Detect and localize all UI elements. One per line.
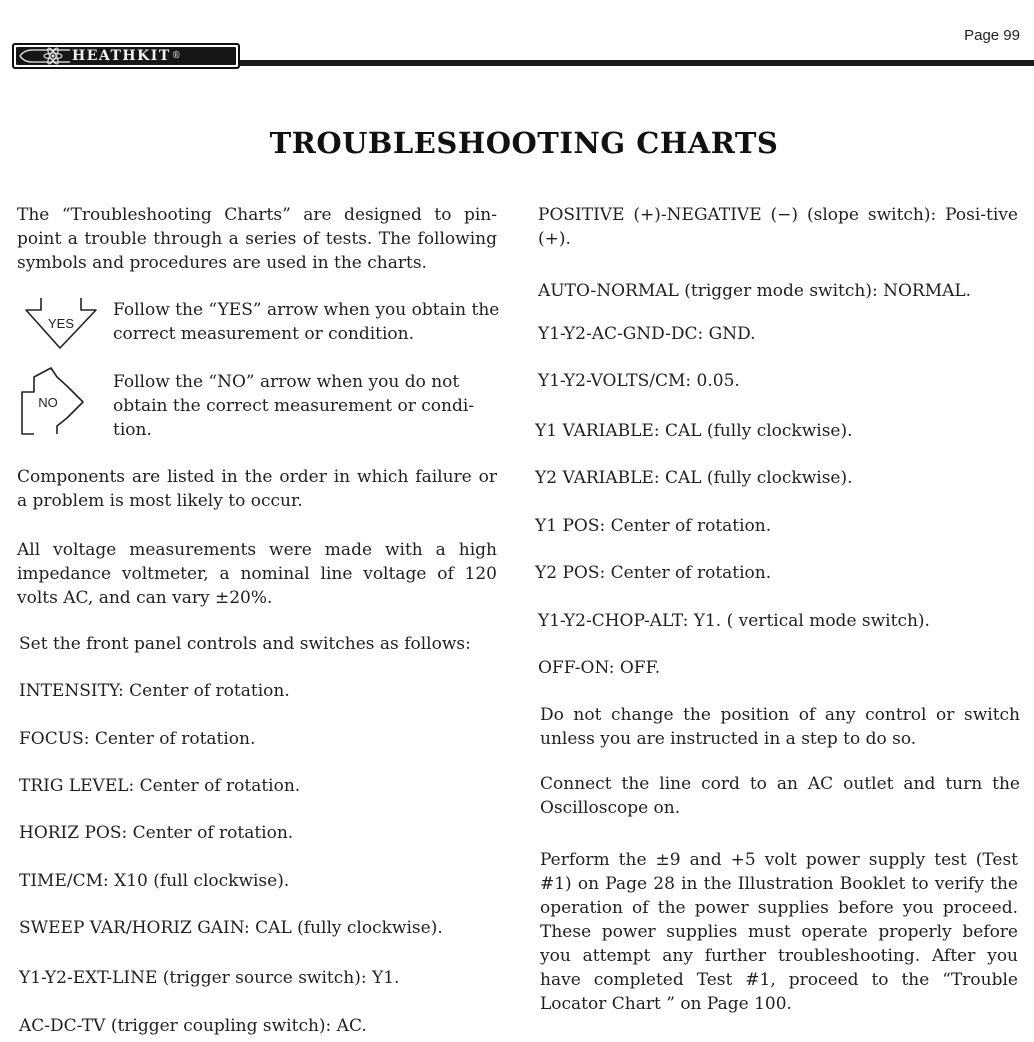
no-symbol-text: Follow the “NO” arrow when you do not obtain the correct measurement or condi-tion.	[113, 372, 475, 440]
setting-sweep-var: SWEEP VAR/HORIZ GAIN: CAL (fully clockwise).	[19, 918, 443, 938]
page-title: TROUBLESHOOTING CHARTS	[269, 126, 779, 160]
setting-time-cm: TIME/CM: X10 (full clockwise).	[19, 871, 290, 891]
setting-focus: FOCUS: Center of rotation.	[19, 729, 256, 749]
setting-trig-level: TRIG LEVEL: Center of rotation.	[19, 776, 301, 796]
caution-paragraph: Do not change the position of any control or switch unless you are instructed in a step to do so.	[540, 705, 1020, 749]
intro-paragraph: The “Troubleshooting Charts” are designed to pin-point a trouble through a series of tests. The following symbols and procedures are used in the charts.	[17, 205, 497, 273]
components-note: Components are listed in the order in which failure or a problem is most likely to occur.	[17, 467, 497, 511]
registered-mark: ®	[171, 51, 181, 61]
voltage-note: All voltage measurements were made with a high impedance voltmeter, a nominal line voltage of 120 volts AC, and can vary ±20%.	[17, 540, 497, 608]
setting-slope: POSITIVE (+)-NEGATIVE (−) (slope switch): Posi-tive (+).	[538, 205, 1018, 249]
setting-trigger-mode: AUTO-NORMAL (trigger mode switch): NORMAL.	[538, 281, 972, 301]
setting-y1-pos: Y1 POS: Center of rotation.	[535, 516, 772, 536]
setting-y1-variable: Y1 VARIABLE: CAL (fully clockwise).	[535, 421, 853, 441]
no-arrow-symbol	[20, 366, 100, 446]
setting-y2-pos: Y2 POS: Center of rotation.	[535, 563, 772, 583]
setting-volts-cm: Y1-Y2-VOLTS/CM: 0.05.	[538, 371, 740, 391]
yes-arrow-icon	[16, 296, 106, 356]
setting-trigger-source: Y1-Y2-EXT-LINE (trigger source switch): Y1.	[19, 968, 400, 988]
connect-paragraph: Connect the line cord to an AC outlet and turn the Oscilloscope on.	[540, 774, 1020, 818]
atom-icon	[18, 47, 72, 65]
no-label: NO	[38, 395, 58, 410]
setting-trigger-coupling: AC-DC-TV (trigger coupling switch): AC.	[19, 1016, 367, 1036]
setting-horiz-pos: HORIZ POS: Center of rotation.	[19, 823, 294, 843]
setting-input-coupling: Y1-Y2-AC-GND-DC: GND.	[538, 324, 756, 344]
setting-y2-variable: Y2 VARIABLE: CAL (fully clockwise).	[535, 468, 853, 488]
heathkit-logo	[12, 43, 240, 69]
no-arrow-icon	[20, 366, 100, 446]
setting-intensity: INTENSITY: Center of rotation.	[19, 681, 290, 701]
perform-test-paragraph: Perform the ±9 and +5 volt power supply test (Test #1) on Page 28 in the Illustration Booklet to verify the operation of the power supplies before you proceed. These power supplies must operate properly before you attempt any further troubleshooting. After you have completed Test #1, proceed to the “Trouble Locator Chart ” on Page 100.	[540, 850, 1018, 1014]
yes-label: YES	[47, 316, 75, 331]
setting-power: OFF-ON: OFF.	[538, 658, 661, 678]
page-number: Page 99	[964, 27, 1020, 44]
yes-symbol-text: Follow the “YES” arrow when you obtain the correct measurement or condition.	[113, 300, 500, 344]
header-rule	[232, 60, 1034, 66]
setting-vertical-mode: Y1-Y2-CHOP-ALT: Y1. ( vertical mode switch).	[538, 611, 930, 631]
set-controls-intro: Set the front panel controls and switches as follows:	[19, 634, 471, 654]
yes-arrow-symbol	[16, 296, 106, 356]
logo-text: HEATHKIT	[72, 48, 171, 64]
